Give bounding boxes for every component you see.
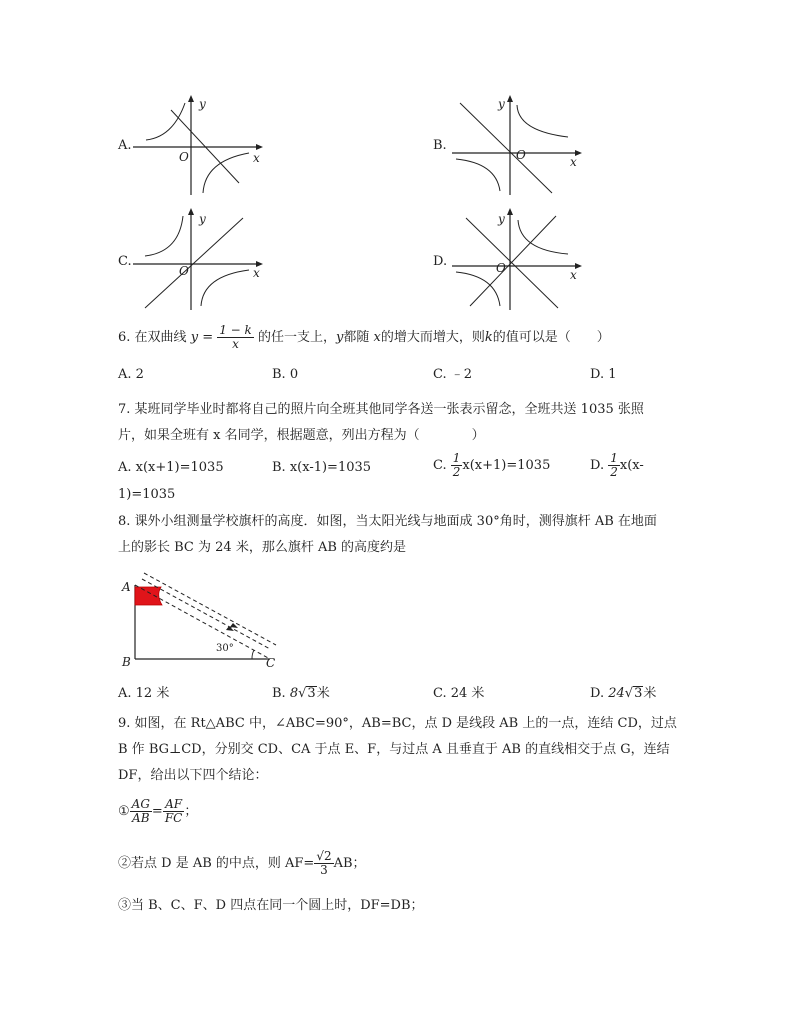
graph-a-y-label: y (199, 97, 206, 111)
q7-line-1: 7. 某班同学毕业时都将自己的照片向全班其他同学各送一张表示留念，全班共送 1035 张照 (118, 402, 644, 417)
q9-conclusion-1: ① $\frac{AG}{AB}$ = $\frac{AF}{FC}$ ； (118, 797, 198, 825)
flagpole-figure (118, 565, 283, 671)
graph-d-y-label: y (498, 212, 505, 226)
q8-option-d[interactable]: D. 24√3米 (590, 686, 657, 701)
q9-line-2: B 作 BG⊥CD，分别交 CD、CA 于点 E、F，与过点 A 且垂直于 AB 的直线相交于点 G，连结 (118, 742, 670, 757)
graph-d (452, 208, 582, 310)
graph-a (133, 95, 263, 195)
flagpole-label-c: C (266, 656, 276, 670)
graph-c-x-label: x (253, 266, 260, 280)
q7-option-b[interactable]: B. x(x-1)=1035 (272, 460, 372, 475)
q5-option-d[interactable]: D. (433, 254, 448, 269)
q5-option-a[interactable]: A. (118, 138, 132, 153)
flagpole-label-a: A (122, 580, 131, 594)
graph-a-origin: O (179, 150, 189, 164)
q6-option-b[interactable]: B. 0 (272, 367, 299, 382)
q5-option-b[interactable]: B. (433, 138, 447, 153)
q9-conclusion-3: ③当 B、C、F、D 四点在同一个圆上时，DF=DB； (118, 898, 424, 913)
q8-line-2: 上的影长 BC 为 24 米，那么旗杆 AB 的高度约是 (118, 540, 407, 555)
graph-c (133, 208, 263, 310)
q9-conclusion-2: ②若点 D 是 AB 的中点，则 AF= $\frac{√2}{3}$ AB； (118, 849, 366, 877)
q7-option-c[interactable]: C. $\frac{1}{2}$ x(x+1)=1035 (433, 451, 551, 479)
q8-option-b[interactable]: B. 8√3米 (272, 686, 330, 701)
graph-a-x-label: x (253, 151, 260, 165)
q6-option-c[interactable]: C. ﹣2 (433, 367, 473, 382)
graph-c-origin: O (179, 264, 189, 278)
q7-line-2: 片，如果全班有 x 名同学，根据题意，列出方程为（ ） (118, 428, 485, 443)
graph-b-origin: O (516, 148, 526, 162)
q6-fraction: $\frac{1 - k}{x}$ (219, 323, 252, 351)
q6-option-d[interactable]: D. 1 (590, 367, 617, 382)
graph-d-origin: O (496, 261, 506, 275)
graph-c-y-label: y (199, 212, 206, 226)
q8-option-a[interactable]: A. 12 米 (118, 686, 170, 701)
q5-option-c[interactable]: C. (118, 254, 132, 269)
q9-line-1: 9. 如图，在 Rt△ABC 中，∠ABC=90°，AB=BC，点 D 是线段 AB 上的一点，连结 CD，过点 (118, 716, 677, 731)
q6-option-a[interactable]: A. 2 (118, 367, 144, 382)
q7-option-d-continued: 1)=1035 (118, 487, 176, 502)
graph-b-x-label: x (570, 155, 577, 169)
graph-d-x-label: x (570, 268, 577, 282)
graph-b-y-label: y (498, 97, 505, 111)
graph-b (452, 95, 582, 195)
q7-option-a[interactable]: A. x(x+1)=1035 (118, 460, 224, 475)
q9-line-3: DF，给出以下四个结论： (118, 768, 268, 783)
q8-option-c[interactable]: C. 24 米 (433, 686, 485, 701)
q6-stem: 6. 在双曲线 y = $\frac{1 - k}{x}$ 的任一支上，y都随 x的增大而增大，则k的值可以是（ ） (118, 323, 610, 351)
flagpole-label-b: B (122, 655, 131, 669)
q8-line-1: 8. 课外小组测量学校旗杆的高度．如图，当太阳光线与地面成 30°角时，测得旗杆 AB 在地面 (118, 514, 657, 529)
flagpole-angle-label: 30° (216, 643, 234, 654)
q7-option-d[interactable]: D. $\frac{1}{2}$ x(x- (590, 451, 644, 479)
